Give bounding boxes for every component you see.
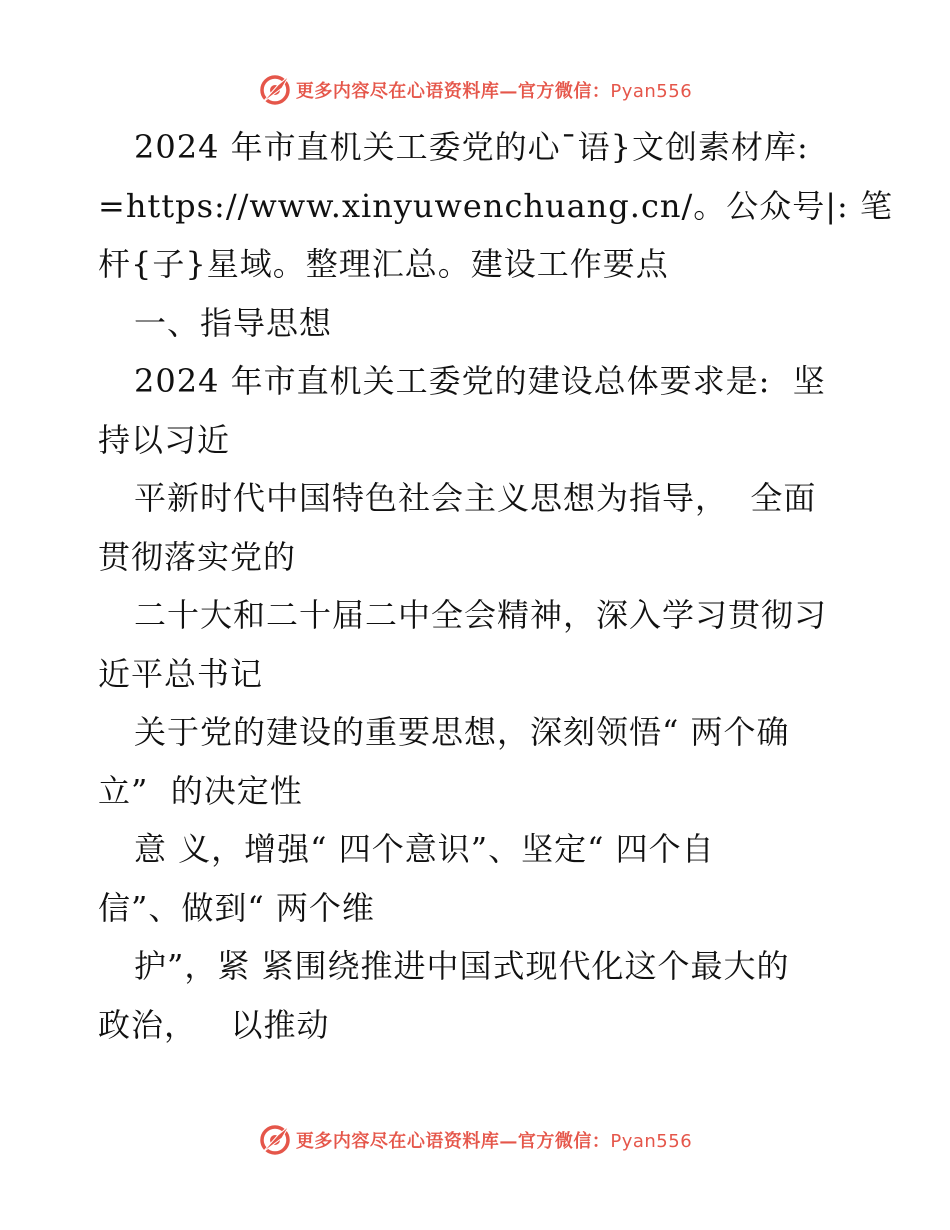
document-line: 信”、做到“ 两个维 bbox=[98, 888, 375, 927]
document-line: =https://www.xinyuwenchuang.cn/。公众号|: 笔 bbox=[98, 186, 893, 225]
footer-banner-label: 更多内容尽在心语资料库—官方微信： bbox=[295, 1131, 611, 1152]
document-line: 一、指导思想 bbox=[134, 303, 333, 342]
document-line: 2024 年市直机关工委党的心¯语}文创素材库: bbox=[134, 128, 809, 166]
header-banner-text bbox=[296, 77, 692, 103]
document-line: 杆{子}星域。整理汇总。建设工作要点 bbox=[98, 245, 669, 283]
document-line: 意 义，增强“ 四个意识”、坚定“ 四个自 bbox=[134, 830, 715, 868]
document-line: 护”，紧 紧围绕推进中国式现代化这个最大的 bbox=[134, 947, 790, 985]
header-banner bbox=[0, 70, 950, 110]
document-line: 近平总书记 bbox=[98, 654, 264, 693]
document-line: 持以习近 bbox=[98, 420, 231, 459]
feather-pen-logo-icon bbox=[258, 73, 292, 107]
document-line: 2024 年市直机关工委党的建设总体要求是: 坚 bbox=[134, 362, 826, 400]
footer-wechat-id: Pyan556 bbox=[610, 1131, 693, 1152]
document-line: 平新时代中国特色社会主义思想为指导， 全面 bbox=[134, 479, 817, 517]
document-line: 立” 的决定性 bbox=[98, 771, 303, 810]
document-body bbox=[98, 118, 893, 1054]
feather-pen-logo-icon bbox=[258, 1123, 292, 1157]
footer-banner bbox=[0, 1120, 950, 1160]
document-line: 二十大和二十届二中全会精神，深入学习贯彻习 bbox=[134, 596, 828, 634]
document-line: 政治， 以推动 bbox=[98, 1005, 330, 1044]
document-line: 贯彻落实党的 bbox=[98, 537, 297, 576]
header-wechat-id: Pyan556 bbox=[610, 81, 693, 102]
footer-banner-text bbox=[296, 1127, 692, 1153]
document-line: 关于党的建设的重要思想，深刻领悟“ 两个确 bbox=[134, 713, 790, 751]
header-banner-label: 更多内容尽在心语资料库—官方微信： bbox=[295, 81, 611, 102]
